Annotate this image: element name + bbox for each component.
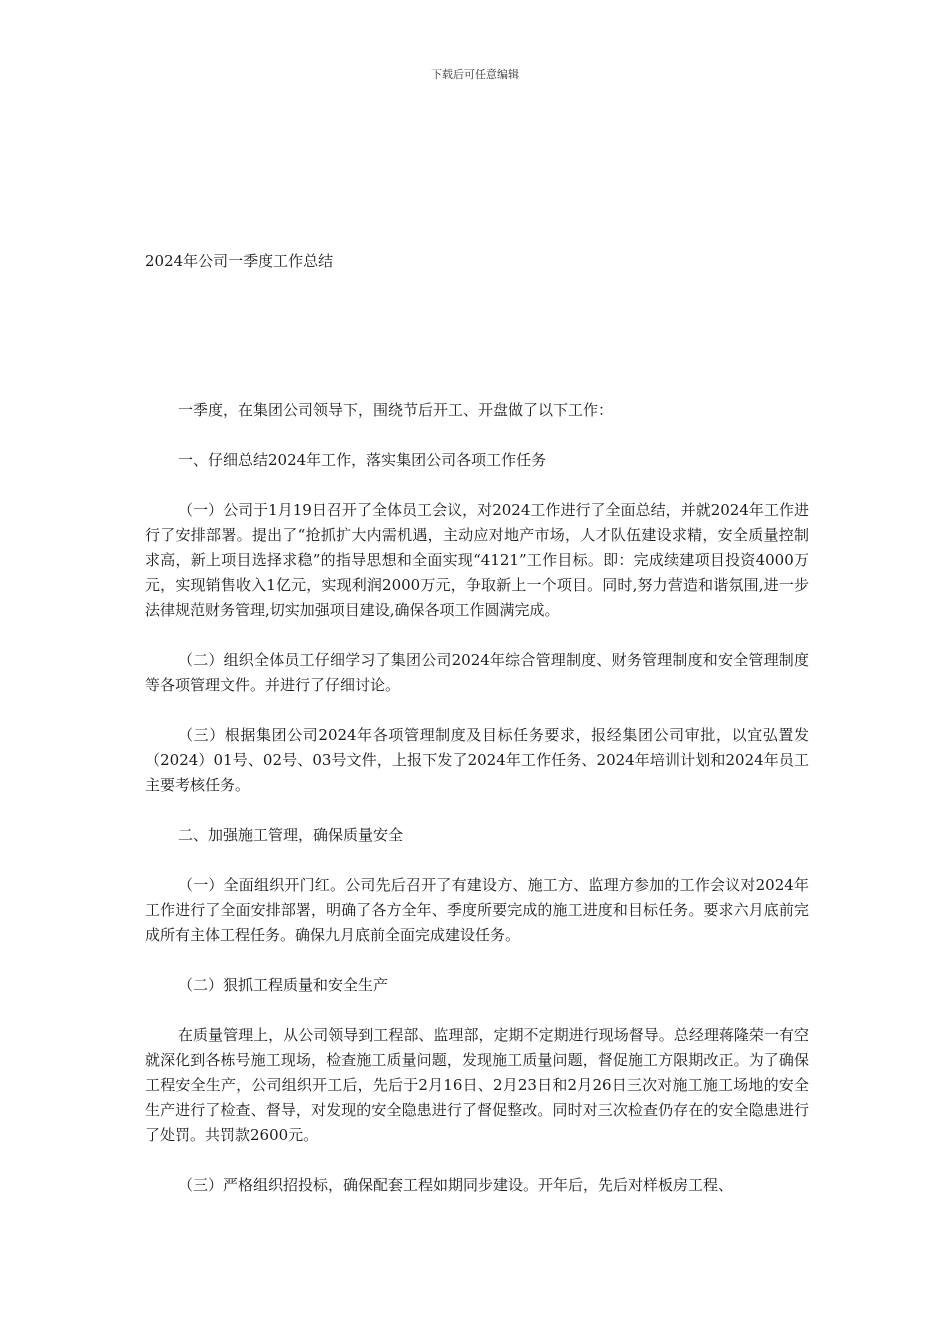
document-title: 2024年公司一季度工作总结 (145, 252, 334, 270)
subsection-heading: （二）狠抓工程质量和安全生产 (178, 976, 389, 994)
page-header: 下载后可任意编辑 (431, 68, 519, 81)
document-body (145, 398, 809, 1223)
paragraph: （一）全面组织开门红。公司先后召开了有建设方、施工方、监理方参加的工作会议对2024年工作进行了全面安排部署，明确了各方全年、季度所要完成的施工进度和目标任务。要求六月底前完成所有主体工程任务。确保九月底前全面完成建设任务。 (145, 876, 809, 944)
paragraph: 一季度，在集团公司领导下，围绕节后开工、开盘做了以下工作： (178, 401, 614, 419)
paragraph: （三）严格组织招投标，确保配套工程如期同步建设。开年后，先后对样板房工程、 (178, 1176, 734, 1194)
section-heading: 一、仔细总结2024年工作，落实集团公司各项工作任务 (178, 451, 547, 469)
paragraph: （二）组织全体员工仔细学习了集团公司2024年综合管理制度、财务管理制度和安全管理制度等各项管理文件。并进行了仔细讨论。 (145, 651, 809, 694)
paragraph: （三）根据集团公司2024年各项管理制度及目标任务要求，报经集团公司审批，以宜弘置发（2024）01号、02号、03号文件，上报下发了2024年工作任务、2024年培训计划和2024年员工主要考核任务。 (145, 726, 809, 794)
section-heading: 二、加强施工管理，确保质量安全 (178, 826, 404, 844)
paragraph: 在质量管理上，从公司领导到工程部、监理部，定期不定期进行现场督导。总经理蒋隆荣一有空就深化到各栋号施工现场，检查施工质量问题，发现施工质量问题，督促施工方限期改正。为了确保工程安全生产，公司组织开工后，先后于2月16日、2月23日和2月26日三次对施工施工场地的安全生产进行了检查、督导，对发现的安全隐患进行了督促整改。同时对三次检查仍存在的安全隐患进行了处罚。共罚款2600元。 (145, 1026, 809, 1144)
paragraph: （一）公司于1月19日召开了全体员工会议，对2024工作进行了全面总结，并就2024年工作进行了安排部署。提出了“抢抓扩大内需机遇，主动应对地产市场，人才队伍建设求精，安全质量控制求高，新上项目选择求稳”的指导思想和全面实现“4121”工作目标。即：完成续建项目投资4000万元，实现销售收入1亿元，实现利润2000万元，争取新上一个项目。同时,努力营造和谐氛围,进一步法律规范财务管理,切实加强项目建设,确保各项工作圆满完成。 (145, 501, 809, 619)
